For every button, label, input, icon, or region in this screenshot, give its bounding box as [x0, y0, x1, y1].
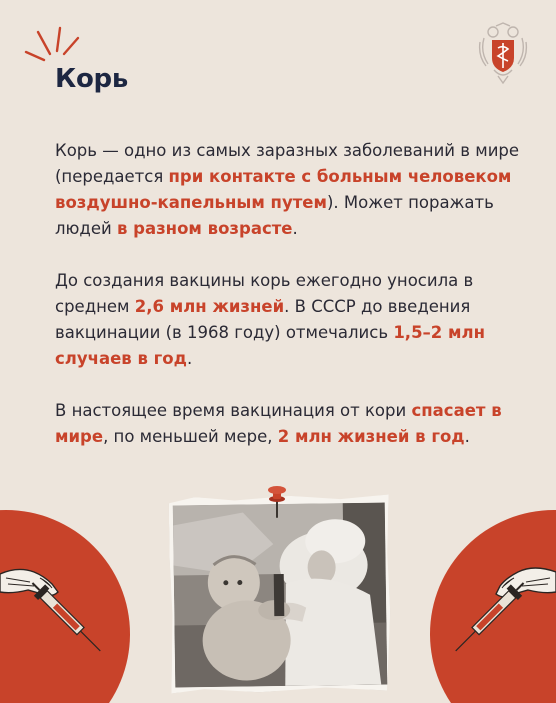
archival-photo-card: [169, 494, 392, 693]
push-pin-icon: [266, 484, 288, 518]
highlight: спасает в мире: [55, 401, 502, 446]
text-segment: До создания вакцины корь ежегодно уносила в среднем: [55, 271, 474, 316]
text-segment: .: [186, 349, 193, 368]
paragraph-3: [55, 398, 525, 450]
highlight: 2,6 млн жизней: [134, 297, 285, 316]
paragraph-1: [55, 138, 525, 242]
text-segment: . В СССР до введения вакцинации (в 1968 году) отмечались: [55, 297, 471, 342]
text-segment: , по меньшей мере,: [103, 427, 278, 446]
vaccination-photo: [173, 503, 388, 688]
syringe-hand-icon: [452, 562, 556, 672]
highlight: 2 млн жизней в год: [277, 427, 465, 446]
paragraph-2: [55, 268, 525, 372]
highlight: при контакте с больным человеком воздушно-капельным путем: [55, 167, 512, 212]
text-segment: В настоящее время вакцинация от кори: [55, 401, 412, 420]
text-segment: .: [464, 427, 470, 446]
text-segment: ). Может поражать людей: [55, 193, 494, 238]
highlight: в разном возрасте: [116, 219, 293, 238]
text-segment: Корь — одно из самых заразных заболеваний в мире (передается: [55, 141, 520, 186]
ministry-of-health-emblem-icon: [474, 22, 532, 84]
text-segment: .: [292, 219, 298, 238]
page-title: Корь: [55, 64, 128, 94]
highlight: 1,5–2 млн случаев в год: [55, 323, 486, 368]
body-text: [55, 138, 525, 476]
syringe-hand-icon: [0, 562, 130, 672]
